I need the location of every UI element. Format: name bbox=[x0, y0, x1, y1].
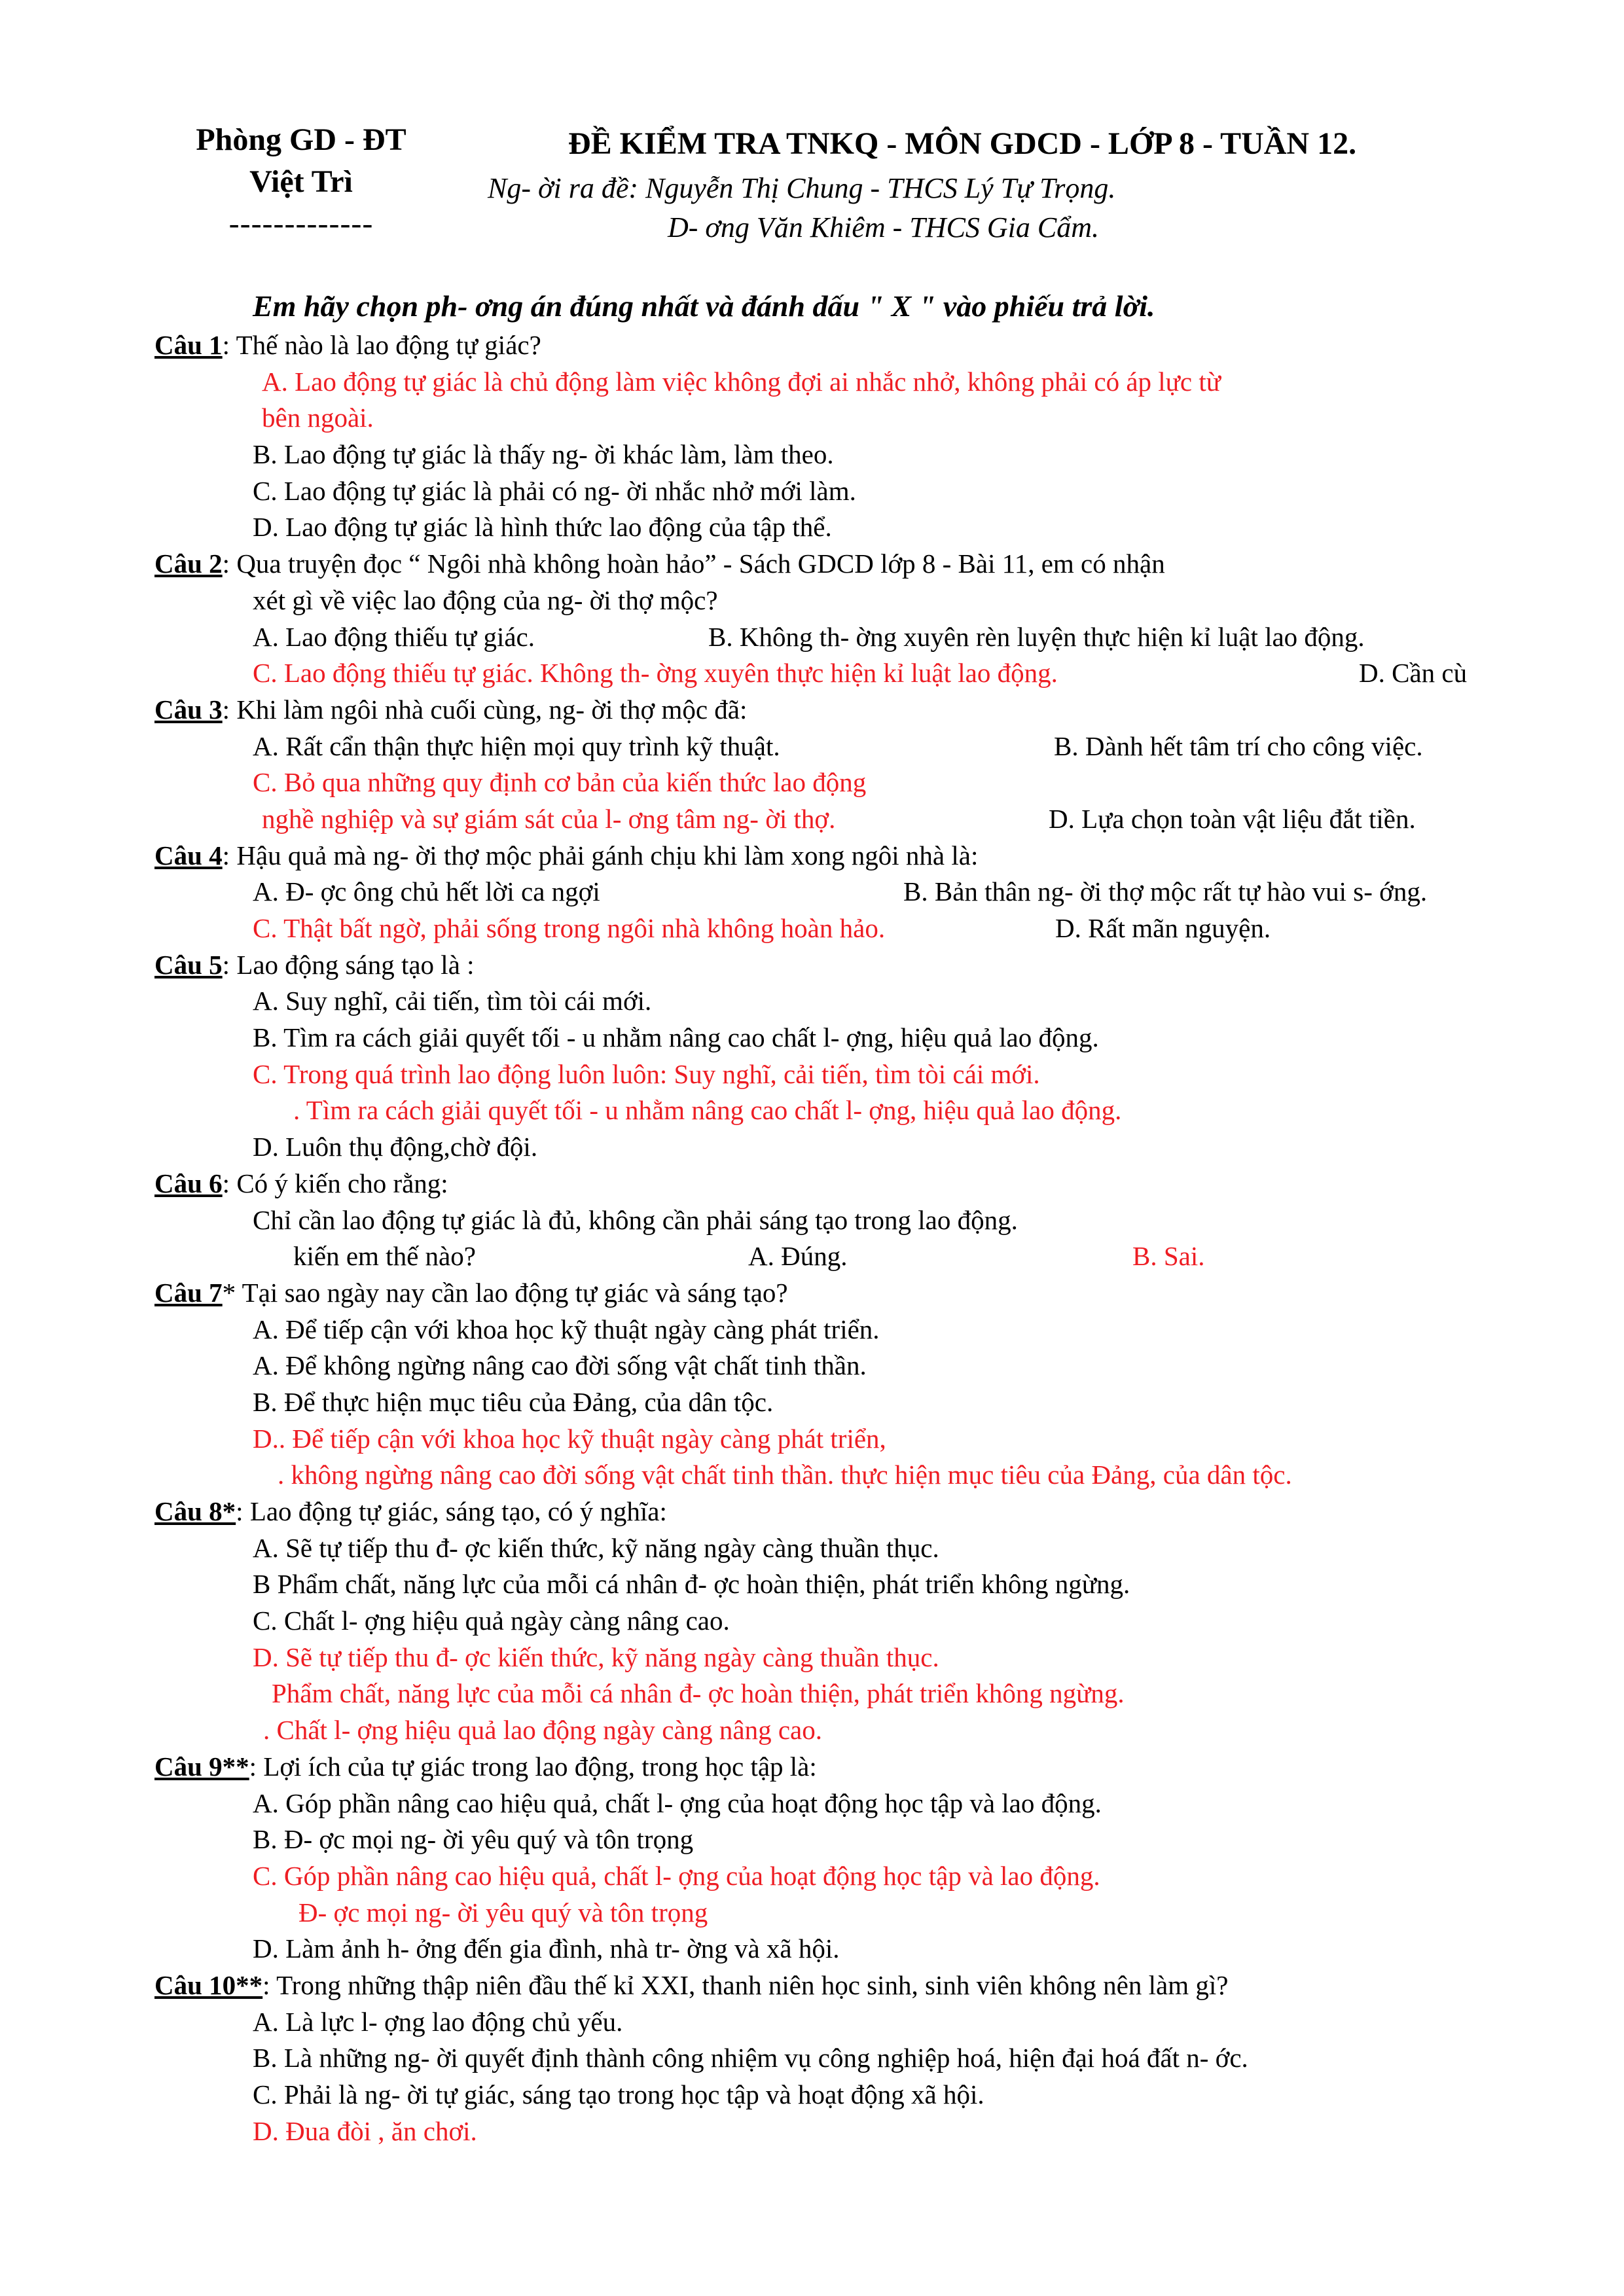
question-text: : Lợi ích của tự giác trong lao động, trong học tập là: bbox=[249, 1751, 817, 1782]
question-text: : Khi làm ngôi nhà cuối cùng, ng- ời thợ mộc đã: bbox=[222, 694, 748, 725]
question-2 bbox=[0, 546, 1624, 583]
question-number: Câu 2 bbox=[154, 548, 223, 579]
question-text: : Qua truyện đọc “ Ngôi nhà không hoàn hảo” - Sách GDCD lớp 8 - Bài 11, em có nhận bbox=[222, 548, 1165, 579]
option-b: B. Không th- ờng xuyên rèn luyện thực hiện kỉ luật lao động. bbox=[708, 621, 1365, 652]
option-a: A. Lao động thiếu tự giác. bbox=[253, 621, 535, 652]
option-correct-cont: Đ- ợc mọi ng- ời yêu quý và tôn trọng bbox=[298, 1897, 708, 1928]
question-number: Câu 8* bbox=[154, 1496, 236, 1526]
question-text-cont: Chỉ cần lao động tự giác là đủ, không cần phải sáng tạo trong lao động. bbox=[253, 1204, 1018, 1235]
option-b: B. Bản thân ng- ời thợ mộc rất tự hào vui s- ớng. bbox=[903, 876, 1428, 907]
option-a: A. Sẽ tự tiếp thu đ- ợc kiến thức, kỹ năng ngày càng thuần thục. bbox=[253, 1532, 939, 1563]
option-b: A. Để không ngừng nâng cao đời sống vật chất tinh thần. bbox=[253, 1350, 867, 1381]
option-d: D. Lao động tự giác là hình thức lao động của tập thể. bbox=[253, 512, 832, 543]
option-correct: D.. Để tiếp cận với khoa học kỹ thuật ngày càng phát triển, bbox=[253, 1423, 886, 1454]
option-d: D. Cần cù bbox=[1359, 658, 1468, 689]
question-text: : Lao động sáng tạo là : bbox=[222, 949, 475, 980]
option-d: D. Rất mãn nguyện. bbox=[1055, 913, 1271, 943]
option-b: B. Đ- ợc mọi ng- ời yêu quý và tôn trọng bbox=[253, 1824, 694, 1855]
question-number: Câu 1 bbox=[154, 330, 223, 360]
option-correct: C. Thật bất ngờ, phải sống trong ngôi nhà không hoàn hảo. bbox=[253, 913, 886, 943]
question-number: Câu 10** bbox=[154, 1969, 263, 2000]
question-list bbox=[0, 327, 1624, 2149]
org-rule: ------------- bbox=[228, 206, 374, 241]
option-b: B. Dành hết tâm trí cho công việc. bbox=[1054, 730, 1423, 761]
option-row bbox=[0, 728, 1624, 765]
question-number: Câu 3 bbox=[154, 694, 223, 725]
option-a: A. Là lực l- ợng lao động chủ yếu. bbox=[253, 2006, 623, 2037]
page-title: ĐỀ KIỂM TRA TNKQ - MÔN GDCD - LỚP 8 - TUẦN 12. bbox=[568, 126, 1357, 161]
question-text: : Thế nào là lao động tự giác? bbox=[222, 330, 541, 360]
option-b: B. Lao động tự giác là thấy ng- ời khác làm, làm theo. bbox=[253, 439, 834, 470]
question-number: Câu 5 bbox=[154, 949, 223, 980]
option-c: C. Phải là ng- ời tự giác, sáng tạo trong học tập và hoạt động xã hội. bbox=[253, 2079, 984, 2109]
option-row bbox=[0, 1238, 1624, 1275]
org-line-1: Phòng GD - ĐT bbox=[196, 122, 406, 157]
question-text: * Tại sao ngày nay cần lao động tự giác và sáng tạo? bbox=[222, 1277, 788, 1308]
org-line-2: Việt Trì bbox=[249, 164, 353, 199]
question-number: Câu 7 bbox=[154, 1277, 223, 1308]
option-row bbox=[0, 655, 1624, 692]
option-correct: A. Lao động tự giác là chủ động làm việc không đợi ai nhắc nhở, không phải có áp lực từ bbox=[262, 366, 1221, 397]
option-a: A. Góp phần nâng cao hiệu quả, chất l- ợng của hoạt động học tập và lao động. bbox=[253, 1787, 1102, 1818]
question-text: : Lao động tự giác, sáng tạo, có ý nghĩa: bbox=[236, 1496, 667, 1526]
school-header bbox=[177, 122, 425, 247]
option-correct-cont: . Tìm ra cách giải quyết tối - u nhằm nâng cao chất l- ợng, hiệu quả lao động. bbox=[293, 1095, 1122, 1126]
question-1 bbox=[0, 327, 1624, 364]
question-text: : Trong những thập niên đầu thế kỉ XXI, thanh niên học sinh, sinh viên không nên làm gì? bbox=[262, 1969, 1229, 2000]
question-4 bbox=[0, 838, 1624, 874]
question-number: Câu 6 bbox=[154, 1168, 223, 1198]
author-line-2: D- ơng Văn Khiêm - THCS Gia Cẩm. bbox=[668, 211, 1100, 243]
option-row bbox=[0, 910, 1624, 947]
option-row bbox=[0, 874, 1624, 910]
question-text: : Hậu quả mà ng- ời thợ mộc phải gánh chịu khi làm xong ngôi nhà là: bbox=[222, 840, 979, 870]
option-b: B. Tìm ra cách giải quyết tối - u nhằm nâng cao chất l- ợng, hiệu quả lao động. bbox=[253, 1022, 1099, 1053]
question-text-cont: kiến em thế nào? bbox=[293, 1241, 476, 1272]
option-d: D. Lựa chọn toàn vật liệu đắt tiền. bbox=[1049, 803, 1416, 834]
option-correct: D. Sẽ tự tiếp thu đ- ợc kiến thức, kỹ năng ngày càng thuần thục. bbox=[253, 1641, 939, 1672]
option-c: C. Lao động tự giác là phải có ng- ời nhắc nhở mới làm. bbox=[253, 475, 856, 506]
option-a: A. Rất cẩn thận thực hiện mọi quy trình kỹ thuật. bbox=[253, 730, 780, 761]
question-text-cont: xét gì về việc lao động của ng- ời thợ mộc? bbox=[253, 584, 718, 615]
option-correct-cont: nghề nghiệp và sự giám sát của l- ơng tâm ng- ời thợ. bbox=[262, 803, 836, 834]
option-correct: C. Lao động thiếu tự giác. Không th- ờng xuyên thực hiện kỉ luật lao động. bbox=[253, 658, 1058, 689]
instruction: Em hãy chọn ph- ơng án đúng nhất và đánh dấu " X " vào phiếu trả lời. bbox=[253, 289, 1155, 323]
question-5 bbox=[0, 947, 1624, 984]
option-correct-cont: . Chất l- ợng hiệu quả lao động ngày càng nâng cao. bbox=[263, 1715, 822, 1746]
option-correct: C. Góp phần nâng cao hiệu quả, chất l- ợng của hoạt động học tập và lao động. bbox=[253, 1860, 1100, 1891]
question-text: : Có ý kiến cho rằng: bbox=[222, 1168, 448, 1198]
option-correct-cont: bên ngoài. bbox=[262, 403, 374, 433]
option-a: A. Để tiếp cận với khoa học kỹ thuật ngày càng phát triển. bbox=[253, 1314, 880, 1344]
option-c: B. Để thực hiện mục tiêu của Đảng, của dân tộc. bbox=[253, 1386, 774, 1417]
author-line-1: Ng- ời ra đề: Nguyễn Thị Chung - THCS Lý Tự Trọng. bbox=[488, 172, 1116, 204]
question-7 bbox=[0, 1275, 1624, 1312]
option-b: B. Là những ng- ời quyết định thành công nhiệm vụ công nghiệp hoá, hiện đại hoá đất n- ớc. bbox=[253, 2043, 1248, 2073]
option-row bbox=[0, 801, 1624, 838]
question-number: Câu 4 bbox=[154, 840, 223, 870]
question-9 bbox=[0, 1749, 1624, 1785]
option-a: A. Suy nghĩ, cải tiến, tìm tòi cái mới. bbox=[253, 986, 652, 1016]
option-d: D. Làm ảnh h- ởng đến gia đình, nhà tr- ờng và xã hội. bbox=[253, 1933, 840, 1964]
question-10 bbox=[0, 1967, 1624, 2004]
option-correct: D. Đua đòi , ăn chơi. bbox=[253, 2115, 477, 2146]
option-correct: C. Trong quá trình lao động luôn luôn: Suy nghĩ, cải tiến, tìm tòi cái mới. bbox=[253, 1058, 1040, 1089]
question-number: Câu 9** bbox=[154, 1751, 249, 1782]
option-a: A. Đúng. bbox=[748, 1241, 848, 1272]
option-row bbox=[0, 619, 1624, 656]
option-correct-cont: . không ngừng nâng cao đời sống vật chất tinh thần. thực hiện mục tiêu của Đảng, của dân tộc. bbox=[278, 1460, 1292, 1490]
option-c: C. Chất l- ợng hiệu quả ngày càng nâng cao. bbox=[253, 1605, 730, 1636]
question-3 bbox=[0, 692, 1624, 728]
option-b: B Phẩm chất, năng lực của mỗi cá nhân đ- ợc hoàn thiện, phát triển không ngừng. bbox=[253, 1569, 1130, 1600]
option-d: D. Luôn thụ động,chờ đội. bbox=[253, 1132, 538, 1162]
question-8 bbox=[0, 1494, 1624, 1530]
option-correct-cont: Phẩm chất, năng lực của mỗi cá nhân đ- ợc hoàn thiện, phát triển không ngừng. bbox=[272, 1678, 1125, 1709]
option-a: A. Đ- ợc ông chủ hết lời ca ngợi bbox=[253, 876, 600, 907]
question-6 bbox=[0, 1166, 1624, 1202]
option-correct: B. Sai. bbox=[1132, 1241, 1205, 1272]
option-correct: C. Bỏ qua những quy định cơ bản của kiến thức lao động bbox=[253, 767, 867, 798]
